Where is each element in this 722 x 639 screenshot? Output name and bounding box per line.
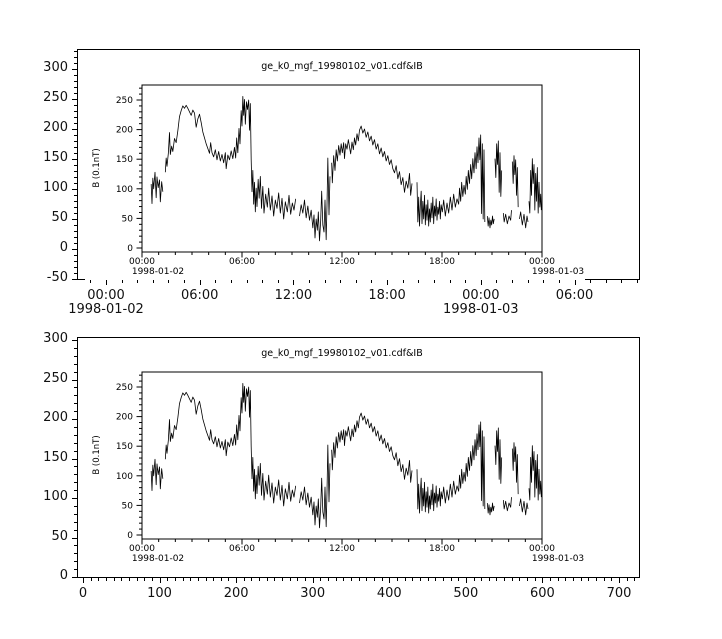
tick-mark	[72, 498, 77, 499]
tick-mark	[293, 280, 294, 285]
tick-mark	[74, 195, 77, 196]
tick-mark	[74, 153, 77, 154]
tick-mark	[450, 280, 451, 283]
inner-ytick-label: 100	[115, 184, 133, 195]
tick-mark	[74, 243, 77, 244]
tick-mark	[74, 117, 77, 118]
inner-plot-title: ge_k0_mgf_19980102_v01.cdf&IB	[261, 348, 423, 359]
tick-mark	[313, 578, 314, 583]
tick-mark	[351, 578, 352, 581]
top-xtick-label: 06:00	[555, 288, 594, 303]
tick-mark	[74, 255, 77, 256]
tick-mark	[290, 578, 291, 581]
tick-mark	[72, 340, 77, 341]
tick-mark	[74, 348, 77, 349]
tick-mark	[91, 578, 92, 581]
tick-mark	[434, 280, 435, 283]
tick-mark	[309, 280, 310, 283]
tick-mark	[74, 356, 77, 357]
tick-mark	[74, 411, 77, 412]
top-xtick-label: 00:00 1998-01-02	[61, 289, 151, 317]
tick-mark	[184, 280, 185, 283]
tick-mark	[74, 81, 77, 82]
tick-mark	[168, 280, 169, 283]
top-xtick-label: 18:00	[368, 288, 406, 303]
bottom-xtick-label: 600	[529, 586, 555, 601]
tick-mark	[183, 578, 184, 581]
tick-mark	[274, 578, 275, 581]
tick-mark	[98, 578, 99, 581]
tick-mark	[74, 506, 77, 507]
tick-mark	[74, 171, 77, 172]
tick-mark	[74, 213, 77, 214]
tick-mark	[387, 280, 388, 285]
embedded-plot-top	[85, 55, 585, 280]
inner-xtick-label: 00:00	[529, 257, 555, 267]
inner-xtick-label: 18:00	[429, 544, 455, 554]
tick-mark	[558, 578, 559, 581]
tick-mark	[198, 578, 199, 581]
tick-mark	[451, 578, 452, 581]
tick-mark	[121, 578, 122, 581]
tick-mark	[72, 189, 77, 190]
tick-mark	[305, 578, 306, 581]
bottom-xtick-label: 100	[147, 586, 172, 601]
tick-mark	[519, 578, 520, 581]
tick-mark	[72, 129, 77, 130]
tick-mark	[74, 237, 77, 238]
tick-mark	[74, 514, 77, 515]
inner-date-end: 1998-01-03	[531, 267, 585, 277]
tick-mark	[466, 578, 467, 583]
bottom-xtick-label: 200	[223, 586, 249, 601]
tick-mark	[435, 578, 436, 581]
inner-date-end: 1998-01-03	[531, 554, 585, 564]
tick-mark	[590, 280, 591, 283]
tick-mark	[575, 280, 576, 285]
tick-mark	[543, 280, 544, 283]
inner-xtick-label: 12:00	[329, 257, 355, 267]
bottom-ytick-label: 100	[43, 489, 68, 504]
tick-mark	[74, 177, 77, 178]
tick-mark	[634, 578, 635, 581]
top-xtick-label: 12:00	[274, 288, 313, 303]
tick-mark	[74, 231, 77, 232]
tick-mark	[528, 280, 529, 283]
tick-mark	[190, 578, 191, 581]
tick-mark	[336, 578, 337, 581]
bottom-ytick-label: 50	[51, 528, 68, 544]
tick-mark	[74, 183, 77, 184]
tick-mark	[72, 159, 77, 160]
tick-mark	[200, 280, 201, 285]
tick-mark	[565, 578, 566, 581]
date-label: 1998-01-03	[443, 302, 519, 317]
tick-mark	[72, 279, 77, 280]
tick-mark	[542, 578, 543, 583]
tick-mark	[74, 201, 77, 202]
tick-mark	[496, 578, 497, 581]
tick-mark	[167, 578, 168, 581]
tick-mark	[74, 474, 77, 475]
tick-mark	[221, 578, 222, 581]
inner-xtick-label: 00:00	[129, 544, 155, 554]
top-ytick-label: -50	[46, 270, 68, 285]
inner-ytick-label: 0	[127, 531, 133, 541]
tick-mark	[251, 578, 252, 581]
tick-mark	[74, 261, 77, 262]
tick-mark	[382, 578, 383, 581]
tick-mark	[74, 561, 77, 562]
bottom-xtick-label: 700	[606, 586, 632, 601]
tick-mark	[152, 578, 153, 581]
tick-mark	[231, 280, 232, 283]
tick-mark	[359, 578, 360, 581]
bottom-xtick-label: 500	[453, 586, 479, 601]
tick-mark	[604, 578, 605, 581]
inner-ytick-label: 150	[115, 442, 133, 453]
tick-mark	[74, 165, 77, 166]
tick-mark	[489, 578, 490, 581]
inner-date-start: 1998-01-02	[131, 554, 185, 564]
tick-mark	[637, 280, 638, 283]
tick-mark	[278, 280, 279, 283]
tick-mark	[621, 280, 622, 283]
bottom-ytick-label: 0	[59, 568, 68, 583]
tick-mark	[504, 578, 505, 581]
tick-mark	[443, 578, 444, 581]
tick-mark	[74, 135, 77, 136]
tick-mark	[74, 75, 77, 76]
bottom-xtick-label: 300	[300, 586, 326, 601]
tick-mark	[512, 280, 513, 283]
tick-mark	[206, 578, 207, 581]
inner-plot-title: ge_k0_mgf_19980102_v01.cdf&IB	[261, 61, 423, 72]
tick-mark	[137, 280, 138, 283]
tick-mark	[74, 435, 77, 436]
top-ytick-label: 300	[43, 60, 68, 75]
tick-mark	[74, 569, 77, 570]
tick-mark	[397, 578, 398, 581]
top-ytick-label: 200	[43, 120, 68, 135]
inner-ytick-label: 100	[115, 471, 133, 482]
tick-mark	[74, 451, 77, 452]
inner-date-start: 1998-01-02	[131, 267, 185, 277]
tick-mark	[418, 280, 419, 283]
top-ytick-label: 250	[43, 90, 68, 105]
tick-mark	[428, 578, 429, 581]
tick-mark	[325, 280, 326, 283]
tick-mark	[343, 578, 344, 581]
tick-mark	[596, 578, 597, 581]
tick-mark	[74, 51, 77, 52]
bottom-ytick-label: 300	[43, 331, 68, 346]
bottom-ytick-label: 200	[43, 410, 68, 425]
top-ytick-label: 150	[43, 150, 68, 165]
top-ytick-label: 50	[51, 210, 68, 225]
inner-ytick-label: 200	[115, 125, 133, 136]
inner-xtick-label: 18:00	[429, 257, 455, 267]
tick-mark	[74, 273, 77, 274]
inner-ytick-label: 250	[115, 383, 133, 393]
tick-mark	[74, 364, 77, 365]
tick-mark	[74, 427, 77, 428]
tick-mark	[74, 141, 77, 142]
inner-ytick-label: 50	[121, 501, 133, 512]
tick-mark	[389, 578, 390, 583]
inner-ylabel: B (0.1nT)	[92, 435, 102, 475]
tick-mark	[328, 578, 329, 581]
tick-mark	[371, 280, 372, 283]
tick-mark	[74, 105, 77, 106]
tick-mark	[74, 123, 77, 124]
tick-mark	[606, 280, 607, 283]
tick-mark	[72, 69, 77, 70]
date-label: 1998-01-02	[68, 302, 144, 317]
tick-mark	[74, 395, 77, 396]
tick-mark	[74, 490, 77, 491]
inner-ytick-label: 50	[121, 214, 133, 225]
tick-mark	[573, 578, 574, 581]
inner-ytick-label: 250	[115, 96, 133, 106]
tick-mark	[320, 578, 321, 581]
tick-mark	[550, 578, 551, 581]
tick-mark	[74, 207, 77, 208]
tick-mark	[527, 578, 528, 581]
tick-mark	[228, 578, 229, 581]
tick-mark	[74, 522, 77, 523]
tick-mark	[153, 280, 154, 283]
tick-mark	[247, 280, 248, 283]
tick-mark	[72, 219, 77, 220]
tick-mark	[114, 578, 115, 581]
tick-mark	[74, 267, 77, 268]
inner-xtick-label: 06:00	[229, 257, 255, 267]
tick-mark	[282, 578, 283, 581]
top-ytick-label: 100	[43, 180, 68, 195]
tick-mark	[72, 538, 77, 539]
tick-mark	[72, 459, 77, 460]
tick-mark	[129, 578, 130, 581]
tick-mark	[72, 419, 77, 420]
tick-mark	[465, 280, 466, 283]
tick-mark	[74, 63, 77, 64]
tick-mark	[74, 466, 77, 467]
tick-mark	[297, 578, 298, 581]
tick-mark	[458, 578, 459, 581]
tick-mark	[72, 380, 77, 381]
tick-mark	[106, 578, 107, 581]
tick-mark	[74, 147, 77, 148]
inner-ytick-label: 150	[115, 155, 133, 166]
tick-mark	[420, 578, 421, 581]
tick-mark	[74, 530, 77, 531]
tick-mark	[581, 578, 582, 581]
tick-mark	[535, 578, 536, 581]
tick-mark	[72, 249, 77, 250]
tick-mark	[74, 482, 77, 483]
tick-mark	[72, 99, 77, 100]
inner-xtick-label: 00:00	[129, 257, 155, 267]
inner-xtick-label: 12:00	[329, 544, 355, 554]
bottom-xtick-label: 0	[78, 586, 88, 601]
tick-mark	[267, 578, 268, 581]
tick-mark	[83, 578, 84, 583]
tick-mark	[74, 93, 77, 94]
inner-xtick-label: 00:00	[529, 544, 555, 554]
tick-mark	[627, 578, 628, 581]
inner-ytick-label: 0	[127, 244, 133, 254]
embedded-plot-bottom	[85, 342, 585, 567]
tick-mark	[90, 280, 91, 283]
tick-mark	[74, 403, 77, 404]
tick-mark	[412, 578, 413, 581]
tick-mark	[259, 578, 260, 581]
tick-mark	[72, 577, 77, 578]
tick-mark	[356, 280, 357, 283]
bottom-ytick-label: 250	[43, 370, 68, 386]
tick-mark	[74, 87, 77, 88]
top-xtick-label: 06:00	[180, 288, 219, 303]
tick-mark	[588, 578, 589, 581]
top-ytick-label: 0	[59, 240, 68, 255]
tick-mark	[74, 443, 77, 444]
tick-mark	[213, 578, 214, 581]
tick-mark	[215, 280, 216, 283]
tick-mark	[236, 578, 237, 583]
tick-mark	[405, 578, 406, 581]
tick-mark	[374, 578, 375, 581]
tick-mark	[619, 578, 620, 583]
inner-xtick-label: 06:00	[229, 544, 255, 554]
tick-mark	[262, 280, 263, 283]
tick-mark	[403, 280, 404, 283]
tick-mark	[106, 280, 107, 285]
tick-mark	[496, 280, 497, 283]
tick-mark	[74, 372, 77, 373]
inner-ytick-label: 200	[115, 412, 133, 423]
tick-mark	[74, 387, 77, 388]
tick-mark	[611, 578, 612, 581]
tick-mark	[144, 578, 145, 581]
tick-mark	[244, 578, 245, 581]
tick-mark	[474, 578, 475, 581]
tick-mark	[340, 280, 341, 283]
tick-mark	[74, 57, 77, 58]
tick-mark	[366, 578, 367, 581]
tick-mark	[74, 553, 77, 554]
tick-mark	[481, 578, 482, 581]
inner-ylabel: B (0.1nT)	[92, 148, 102, 188]
tick-mark	[160, 578, 161, 583]
top-xtick-label: 00:00 1998-01-03	[436, 289, 526, 317]
tick-mark	[559, 280, 560, 283]
tick-mark	[74, 545, 77, 546]
bottom-ytick-label: 150	[43, 449, 68, 465]
bottom-xtick-label: 400	[376, 586, 402, 601]
tick-mark	[175, 578, 176, 581]
tick-mark	[512, 578, 513, 581]
tick-mark	[122, 280, 123, 283]
tick-mark	[481, 280, 482, 285]
tick-mark	[74, 111, 77, 112]
tick-mark	[137, 578, 138, 581]
tick-mark	[74, 225, 77, 226]
